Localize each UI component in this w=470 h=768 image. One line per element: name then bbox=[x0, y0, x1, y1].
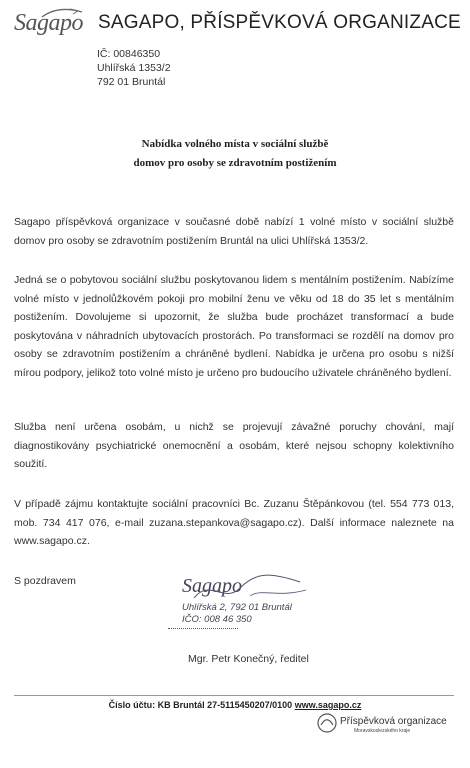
paragraph-contact: V případě zájmu kontaktujte sociální pracovníci Bc. Zuzanu Štěpánkovou (tel. 554 773 013, mob. 734 417 076, e-mail zuzana.stepankova@sagapo.cz). Další informace naleznete na www.sagapo.cz. bbox=[14, 498, 454, 547]
offer-title-line2: domov pro osoby se zdravotním postižením bbox=[133, 157, 337, 169]
footer-account bbox=[0, 700, 470, 710]
greeting: S pozdravem bbox=[14, 575, 76, 587]
region-logo-subtitle: Moravskoslezského kraje bbox=[354, 728, 411, 734]
footer-divider bbox=[14, 695, 454, 696]
ic-number: IČ: 00846350 bbox=[97, 48, 161, 60]
address-city: 792 01 Bruntál bbox=[97, 76, 166, 88]
paragraph-description: Jedná se o pobytovou sociální službu poskytovanou lidem s mentálním postižením. Nabízíme volné místo v jednolůžkovém pokoji pro mobilní ženu ve věku od 18 do 35 let s mentálním postižením. Dovolujeme si upozornit, že služba bude procházet transformací a bude poskytována v náhradních ubytovacích prostorách. Po transformaci se rozdělí na domov pro osoby se zdravotním postižením a chráněné bydlení. Nabídka je určena pro osobu s nižší mírou podpory, jelikož toto volné místo je určeno pro budoucího uživatele chráněného bydlení. bbox=[14, 274, 454, 379]
organization-name: SAGAPO, PŘÍSPĚVKOVÁ ORGANIZACE bbox=[98, 12, 461, 33]
bank-account: Číslo účtu: KB Bruntál 27-5115450207/0100 bbox=[108, 700, 293, 710]
sagapo-logo: Sagapo bbox=[14, 10, 83, 36]
footer-website-link[interactable]: www.sagapo.cz bbox=[294, 700, 362, 710]
signatory-name: Mgr. Petr Konečný, ředitel bbox=[188, 653, 309, 665]
stamp-logo: Sagapo bbox=[182, 575, 242, 597]
offer-title-line1: Nabídka volného místa v sociální službě bbox=[141, 138, 329, 150]
address-street: Uhlířská 1353/2 bbox=[97, 62, 171, 74]
paragraph-intro: Sagapo příspěvková organizace v současné době nabízí 1 volné místo v sociální službě domov pro osoby se zdravotním postižením Bruntál na ulici Uhlířská 1353/2. bbox=[14, 216, 454, 247]
region-logo-title: Příspěvková organizace bbox=[340, 716, 447, 727]
signature-line bbox=[168, 628, 238, 629]
stamp-ico: IČO: 008 46 350 bbox=[182, 614, 252, 625]
stamp-address: Uhlířská 2, 792 01 Bruntál bbox=[182, 602, 292, 613]
paragraph-restrictions: Služba není určena osobám, u nichž se projevují závažné poruchy chování, mají diagnostikovány psychiatrické onemocnění a osobám, které nejsou schopny kolektivního soužití. bbox=[14, 421, 454, 470]
region-logo-icon bbox=[316, 712, 338, 734]
logo-swoosh-icon bbox=[40, 6, 84, 20]
